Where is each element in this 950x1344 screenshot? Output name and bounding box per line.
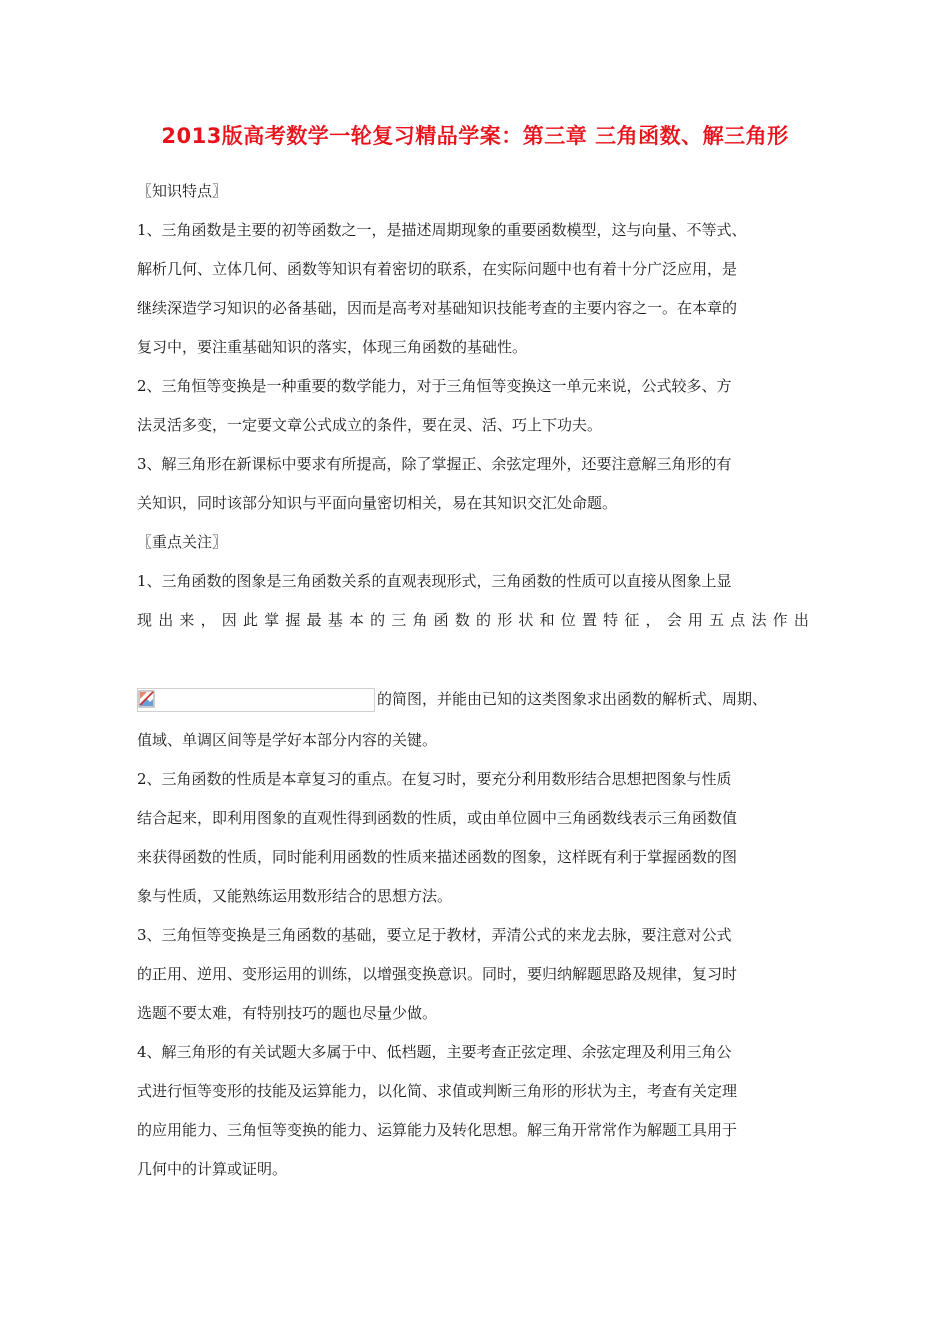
paragraph-f4-line: 的应用能力、三角恒等变换的能力、运算能力及转化思想。解三角开常常作为解题工具用于: [137, 1121, 738, 1139]
justified-char: 本: [348, 611, 364, 629]
justified-char: 握: [285, 611, 301, 629]
document-title: 2013版高考数学一轮复习精品学案：第三章 三角函数、解三角形: [161, 124, 789, 148]
paragraph-f1-line: 的简图，并能由已知的这类图象求出函数的解析式、周期、: [377, 690, 768, 708]
justified-char: 会: [666, 611, 682, 629]
paragraph-k3-line: 关知识，同时该部分知识与平面向量密切相关，易在其知识交汇处命题。: [137, 494, 618, 512]
paragraph-f3-line: 的正用、逆用、变形运用的训练，以增强变换意识。同时，要归纳解题思路及规律，复习时: [137, 965, 738, 983]
document-body: [137, 172, 817, 1189]
paragraph-f2-line: 2、三角函数的性质是本章复习的重点。在复习时，要充分利用数形结合思想把图象与性质: [137, 770, 732, 788]
paragraph-f4-line: 式进行恒等变形的技能及运算能力，以化简、求值或判断三角形的形状为主，考查有关定理: [137, 1082, 738, 1100]
section-header-knowledge: 〖知识特点〗: [137, 182, 228, 200]
justified-char: 状: [518, 611, 534, 629]
justified-char: 用: [687, 611, 703, 629]
justified-char: 形: [497, 611, 513, 629]
justified-char: 法: [751, 611, 767, 629]
paragraph-k1-line: 1、三角函数是主要的初等函数之一，是描述周期现象的重要函数模型，这与向量、不等式、: [137, 221, 747, 239]
paragraph-f1-justified-line: [137, 601, 809, 640]
formula-image-placeholder: [137, 688, 375, 712]
justified-char: 角: [412, 611, 428, 629]
paragraph-f4-line: 4、解三角形的有关试题大多属于中、低档题，主要考查正弦定理、余弦定理及利用三角公: [137, 1043, 732, 1061]
paragraph-k1-line: 复习中，要注重基础知识的落实，体现三角函数的基础性。: [137, 338, 528, 356]
justified-char: 位: [560, 611, 576, 629]
paragraph-f1-image-line: [137, 678, 817, 721]
justified-char: 征: [624, 611, 640, 629]
paragraph-f3-line: 3、三角恒等变换是三角函数的基础，要立足于教材，弄清公式的来龙去脉，要注意对公式: [137, 926, 732, 944]
justified-char: 最: [306, 611, 322, 629]
justified-char: 和: [539, 611, 555, 629]
paragraph-k3-line: 3、解三角形在新课标中要求有所提高，除了掌握正、余弦定理外，还要注意解三角形的有: [137, 455, 732, 473]
justified-char: 三: [391, 611, 407, 629]
justified-char: 来: [179, 611, 195, 629]
paragraph-f2-line: 来获得函数的性质，同时能利用函数的性质来描述函数的图象，这样既有利于掌握函数的图: [137, 848, 738, 866]
paragraph-k1-line: 解析几何、立体几何、函数等知识有着密切的联系，在实际问题中也有着十分广泛应用，是: [137, 260, 738, 278]
paragraph-f4-line: 几何中的计算或证明。: [137, 1160, 288, 1178]
paragraph-k2-line: 2、三角恒等变换是一种重要的数学能力，对于三角恒等变换这一单元来说，公式较多、方: [137, 377, 732, 395]
justified-char: 因: [221, 611, 237, 629]
justified-char: 数: [454, 611, 470, 629]
justified-char: ，: [200, 611, 216, 629]
paragraph-f2-line: 象与性质，又能熟练运用数形结合的思想方法。: [137, 887, 453, 905]
paragraph-f1-line: 值域、单调区间等是学好本部分内容的关键。: [137, 731, 438, 749]
justified-char: 现: [137, 611, 153, 629]
paragraph-f3-line: 选题不要太难，有特别技巧的题也尽量少做。: [137, 1004, 438, 1022]
justified-char: 置: [581, 611, 597, 629]
section-header-focus: 〖重点关注〗: [137, 533, 228, 551]
justified-char: 函: [433, 611, 449, 629]
justified-char: 特: [603, 611, 619, 629]
justified-char: 掌: [264, 611, 280, 629]
justified-char: 作: [772, 611, 788, 629]
justified-char: 基: [327, 611, 343, 629]
justified-char: 五: [709, 611, 725, 629]
paragraph-k1-line: 继续深造学习知识的必备基础，因而是高考对基础知识技能考查的主要内容之一。在本章的: [137, 299, 738, 317]
broken-image-icon: [138, 689, 156, 709]
justified-char: 此: [242, 611, 258, 629]
spacer: [137, 640, 817, 678]
justified-char: 出: [793, 611, 809, 629]
justified-char: 点: [730, 611, 746, 629]
justified-char: 的: [476, 611, 492, 629]
paragraph-f1-line: 1、三角函数的图象是三角函数关系的直观表现形式，三角函数的性质可以直接从图象上显: [137, 572, 732, 590]
justified-char: 的: [370, 611, 386, 629]
justified-char: 出: [158, 611, 174, 629]
justified-char: ，: [645, 611, 661, 629]
paragraph-f2-line: 结合起来，即利用图象的直观性得到函数的性质，或由单位圆中三角函数线表示三角函数值: [137, 809, 738, 827]
paragraph-k2-line: 法灵活多变，一定要文章公式成立的条件，要在灵、活、巧上下功夫。: [137, 416, 603, 434]
